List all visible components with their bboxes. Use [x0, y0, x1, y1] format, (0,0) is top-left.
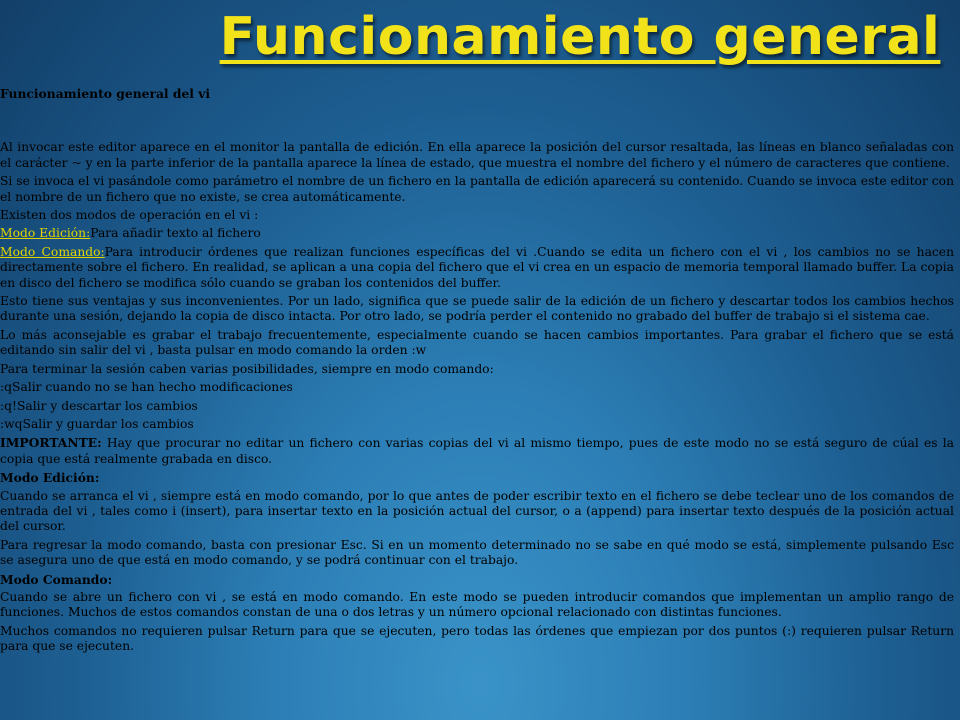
paragraph-mode-command	[0, 245, 954, 291]
command-wq: :wqSalir y guardar los cambios	[0, 416, 194, 431]
command-q-bang: :q!Salir y descartar los cambios	[0, 398, 198, 413]
command-mode-heading: Modo Comando:	[0, 571, 113, 587]
command-q: :qSalir cuando no se han hecho modificaciones	[0, 380, 293, 395]
mode-edit-text: Para añadir texto al fichero	[90, 226, 261, 241]
paragraph-save: Lo más aconsejable es grabar el trabajo frecuentemente, especialmente cuando se hacen cambios importantes. Para grabar el fichero que se está editando sin salir del vi , basta pulsar en modo comando la orden :w	[0, 327, 954, 358]
section-heading: Funcionamiento general del vi	[0, 86, 211, 101]
paragraph-edit-1: Cuando se arranca el vi , siempre está en modo comando, por lo que antes de poder escribir texto en el fichero se debe teclear uno de los comandos de entrada del vi , tales como i (insert), para insertar texto en la posición actual del cursor, o a (append) para insertar texto después de la posición actual del cursor.	[0, 488, 954, 534]
important-label: IMPORTANTE:	[0, 435, 102, 451]
slide-title: Funcionamiento general	[219, 7, 941, 67]
paragraph-edit-2: Para regresar la modo comando, basta con presionar Esc. Si en un momento determinado no se sabe en qué modo se está, simplemente pulsando Esc se asegura uno de que está en modo comando, y se podrá continuar con el trabajo.	[0, 537, 954, 568]
edit-mode-heading: Modo Edición:	[0, 470, 100, 486]
paragraph-invoke: Si se invoca el vi pasándole como parámetro el nombre de un fichero en la pantalla de edición aparecerá su contenido. Cuando se invoca este editor con el nombre de un fichero que no existe, se crea automáticamente.	[0, 174, 954, 204]
paragraph-advantages: Esto tiene sus ventajas y sus inconvenientes. Por un lado, significa que se puede salir de la edición de un fichero y descartar todos los cambios hechos durante una sesión, dejando la copia de disco intacta. Por otro lado, se podría perder el contenido no grabado del buffer de trabajo si el sistema cae.	[0, 294, 954, 324]
paragraph-command-2: Muchos comandos no requieren pulsar Return para que se ejecuten, pero todas las órdenes que empiezan por dos puntos (:) requieren pulsar Return para que se ejecuten.	[0, 623, 954, 654]
mode-command-link[interactable]: Modo Comando:	[0, 244, 105, 259]
paragraph-end-session: Para terminar la sesión caben varias posibilidades, siempre en modo comando:	[0, 361, 494, 376]
important-text: Hay que procurar no editar un fichero con varias copias del vi al mismo tiempo, pues de este modo no se está seguro de cúal es la copia que está realmente grabada en disco.	[0, 436, 954, 466]
paragraph-intro: Al invocar este editor aparece en el monitor la pantalla de edición. En ella aparece la posición del cursor resaltada, las líneas en blanco señaladas con el carácter ~ y en la parte inferior de la pantalla aparece la línea de estado, que muestra el nombre del fichero y el número de caracteres que contiene.	[0, 140, 954, 170]
mode-edit-link[interactable]: Modo Edición:	[0, 226, 91, 241]
paragraph-mode-edit	[0, 226, 954, 241]
paragraph-command-1: Cuando se abre un fichero con vi , se está en modo comando. En este modo se pueden introducir comandos que implementan un amplio rango de funciones. Muchos de estos comandos constan de una o dos letras y un número opcional relacionado con distintas funciones.	[0, 589, 954, 620]
mode-command-text: Para introducir órdenes que realizan funciones específicas del vi .Cuando se edita un fichero con el vi , los cambios no se hacen directamente sobre el fichero. En realidad, se aplican a una copia del fichero que el vi crea en un espacio de memoria temporal llamado buffer. La copia en disco del fichero se modifica sólo cuando se graban los contenidos del buffer.	[0, 244, 954, 290]
paragraph-important	[0, 435, 954, 467]
slide-body	[0, 86, 954, 658]
paragraph-modes: Existen dos modos de operación en el vi :	[0, 208, 259, 223]
blank-line	[0, 104, 954, 140]
